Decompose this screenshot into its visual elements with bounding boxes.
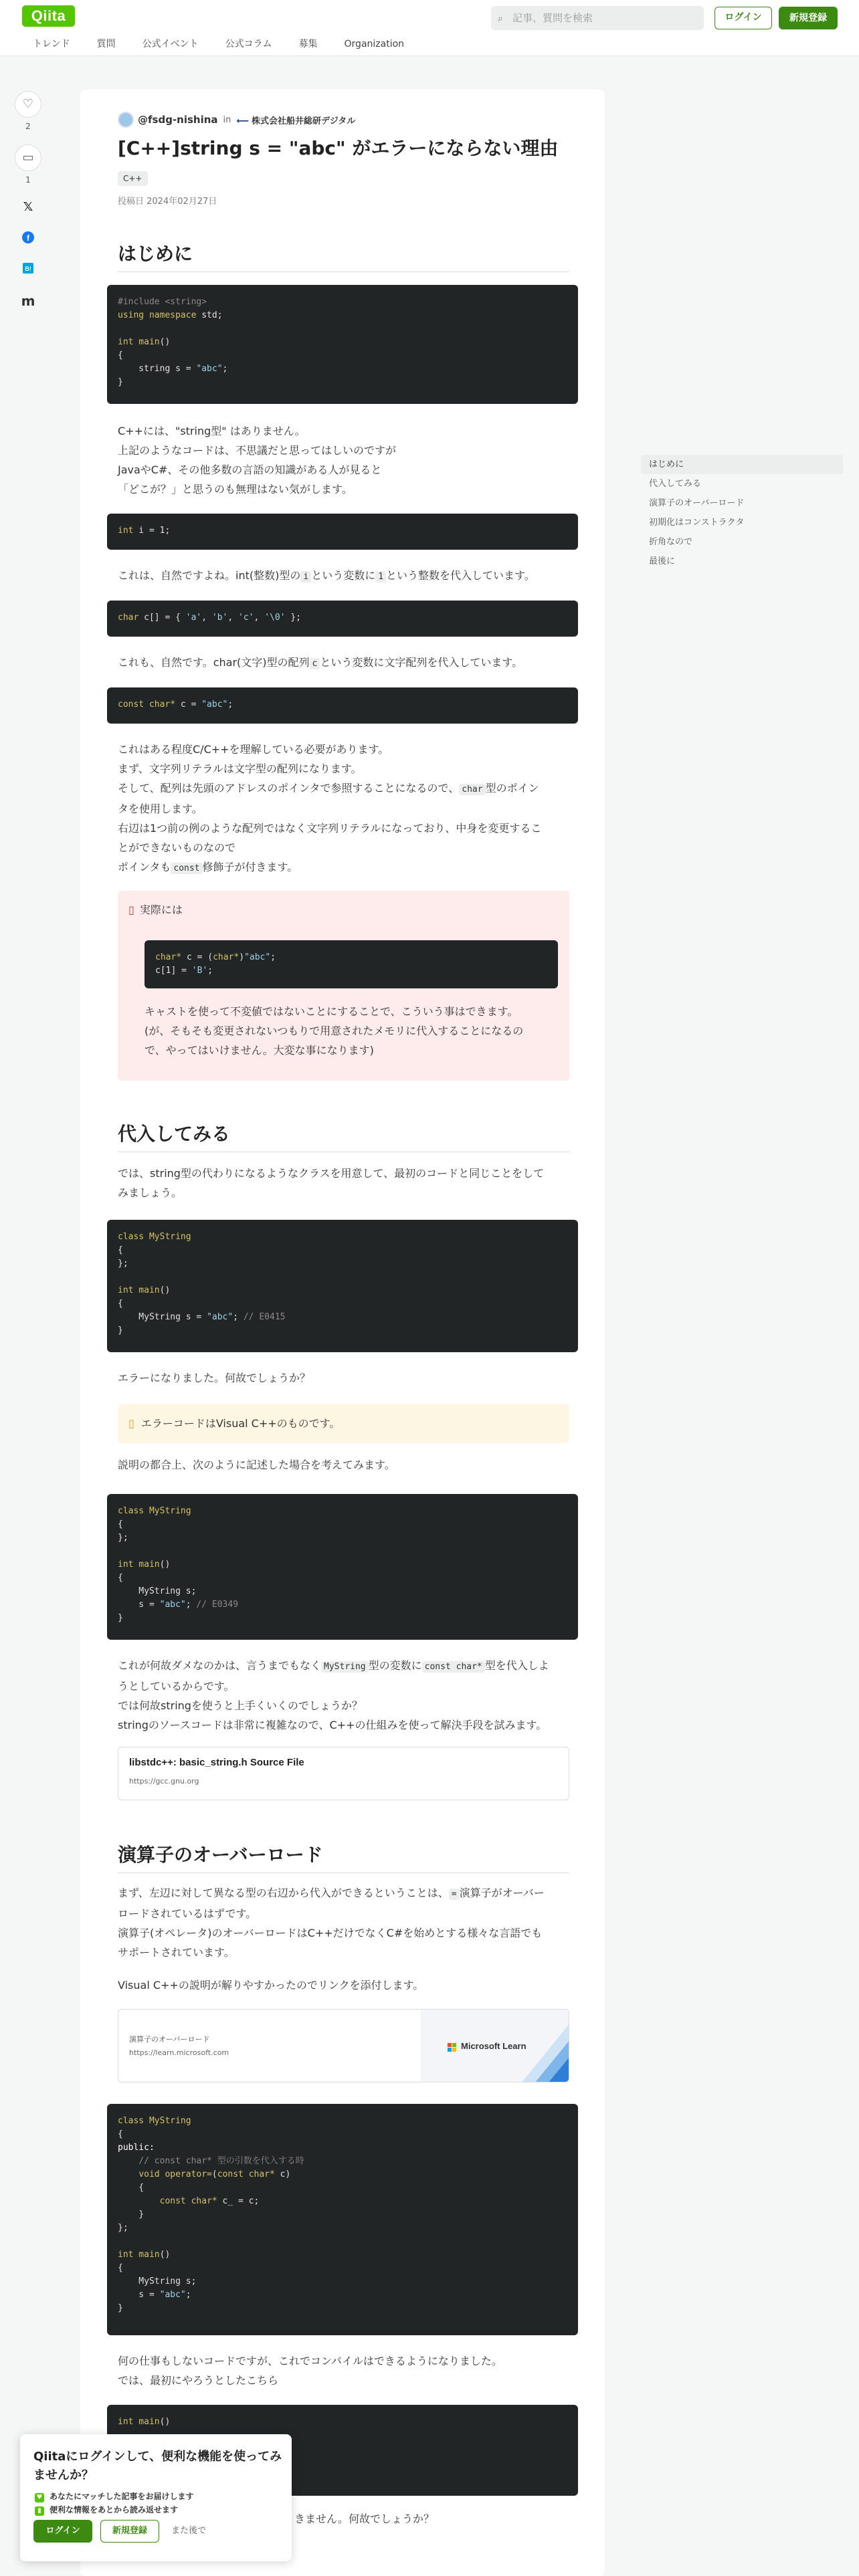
alert-title-text: 実際には	[139, 903, 183, 916]
nav-recruit[interactable]: 募集	[298, 39, 318, 49]
nav-questions[interactable]: 質問	[96, 39, 116, 49]
check-icon: ♥	[35, 2493, 44, 2502]
p8-line-4: stringのソースコードは非常に複雑なので、C++の仕組みを使って解決手段を試みます。	[118, 1719, 547, 1731]
x-share-icon[interactable]: 𝕏	[23, 200, 33, 214]
toc-item-bonus[interactable]: 折角なので	[649, 537, 693, 547]
stock-button[interactable]	[15, 144, 41, 171]
p4-line-4: 右辺は1つ前の例のような配列ではなく文字列リテラルになっており、中身を変更するこ	[118, 822, 542, 835]
code-block-5: class MyString { }; int main() { MyString s = "abc"; // E0415 }	[107, 1220, 578, 1352]
p9-line-3: 演算子(オペレータ)のオーバーロードはC++だけでなくC#を始めとする様々な言語でも	[118, 1927, 543, 1939]
popup-benefit-1-text: あなたにマッチした記事をお届けします	[50, 2492, 194, 2501]
note-box	[118, 1404, 569, 1443]
alert-paragraph	[145, 1002, 559, 1060]
p4-line-3b: 型のポイン	[485, 782, 539, 794]
p9-line-1b: 演算子がオーバー	[459, 1887, 545, 1899]
qiita-logo[interactable]: Qiita	[22, 5, 75, 27]
code-block-8: int main()	[107, 2405, 578, 2496]
paragraph-11	[118, 2351, 569, 2390]
alert-box	[118, 891, 569, 1081]
paragraph-4	[118, 740, 569, 878]
alert-title	[128, 901, 183, 917]
paragraph-9	[118, 1883, 569, 1962]
toc-item-final[interactable]: 最後に	[649, 556, 676, 566]
organization-name[interactable]	[236, 114, 355, 126]
login-button[interactable]: ログイン	[714, 7, 772, 29]
p5-line-2: みましょう。	[118, 1186, 183, 1199]
p4-code-char: char	[459, 784, 485, 795]
p2-code-2: 1	[375, 571, 386, 582]
link-card-url: https://gcc.gnu.org	[129, 1777, 199, 1786]
p8-line-1c: 型を代入しよ	[484, 1659, 549, 1672]
p8-line-1	[118, 1656, 569, 1677]
code-block-1: #include <string> using namespace std; int main() { string s = "abc"; }	[107, 285, 578, 404]
tag-cpp[interactable]: C++	[118, 171, 148, 186]
popup-benefit-2	[35, 2504, 178, 2516]
heading-assign: 代入してみる	[118, 1121, 569, 1152]
stock-action	[15, 144, 41, 185]
search-icon: ⌕	[498, 13, 503, 24]
login-prompt-popup	[20, 2434, 292, 2561]
like-action	[15, 91, 41, 131]
p4-line-6b: 修飾子が付きます。	[202, 861, 298, 873]
svg-text:f: f	[27, 233, 29, 243]
author-in: in	[223, 114, 231, 125]
toc-item-constructor[interactable]: 初期化はコンストラクタ	[649, 518, 745, 528]
alert-icon: ▯	[128, 903, 134, 916]
alert-line-1: キャストを使って不変値ではないことにすることで、こういう事はできます。	[145, 1005, 518, 1018]
p9-line-1a: まず、左辺に対して異なる型の右辺から代入ができるということは、	[118, 1887, 449, 1899]
p1-line-3: JavaやC#、その他多数の言語の知識がある人が見ると	[118, 463, 382, 476]
p3-code: c	[310, 658, 320, 669]
p9-line-4: サポートされています。	[118, 1946, 235, 1959]
microsoft-learn-thumbnail	[421, 2010, 569, 2082]
alert-code-block: char* c = (char*)"abc"; c[1] = 'B';	[145, 940, 558, 988]
p4-line-6a: ポインタも	[118, 861, 171, 873]
post-date: 投稿日 2024年02月27日	[118, 197, 217, 207]
code-block-7: class MyString { public: // const char* 型の引数を代入する時 void operator=(const char* c) { const char* c_ = c; } }; int main() { MyString s; s = "abc"; }	[107, 2104, 578, 2335]
p4-line-2: まず、文字列リテラルは文字型の配列になります。	[118, 762, 362, 775]
nav-columns[interactable]: 公式コラム	[225, 39, 272, 49]
paragraph-3	[118, 653, 569, 673]
p9-line-1	[118, 1883, 569, 1904]
heading-intro: はじめに	[118, 241, 569, 272]
org-logo-icon: ⟵	[236, 116, 250, 126]
p1-line-2: 上記のようなコードは、不思議だと思ってはしいのですが	[118, 444, 397, 457]
popup-signup-button[interactable]: 新規登録	[100, 2520, 159, 2543]
p4-line-6	[118, 857, 569, 878]
popup-title: Qiitaにログインして、便利な機能を使ってみませんか？	[33, 2450, 282, 2482]
like-count: 2	[25, 122, 31, 131]
p4-line-3c: タを使用します。	[118, 802, 203, 815]
p2-code-1: i	[300, 571, 311, 582]
note-text: エラーコードはVisual C++のものです。	[140, 1417, 341, 1430]
p8-line-2: うとしているからです。	[118, 1680, 235, 1693]
paragraph-6: エラーになりました。何故でしょうか？	[118, 1372, 311, 1384]
p2-mid: という変数に	[311, 569, 376, 582]
signup-button[interactable]: 新規登録	[779, 7, 838, 29]
p8-line-1a: これが何故ダメなのかは、言うまでもなく	[118, 1659, 322, 1672]
paragraph-5	[118, 1164, 569, 1202]
table-of-contents	[641, 455, 843, 571]
site-header	[0, 0, 859, 56]
toc-item-intro[interactable]: はじめに	[641, 455, 843, 474]
facebook-share-icon[interactable]	[20, 231, 36, 247]
p9-code-eq: =	[449, 1889, 460, 1900]
p1-line-4: 「どこが？」と思うのも無理はない気がします。	[118, 483, 353, 496]
info-icon: ▯	[128, 1417, 134, 1430]
p4-line-3	[118, 778, 569, 799]
code-block-3: char c[] = { 'a', 'b', 'c', '\0' };	[107, 601, 578, 637]
paragraph-12: きません。何故でしょうか？	[294, 2512, 434, 2525]
p11-line-1: 何の仕事もしないコードですが、これでコンパイルはできるようになりました。	[118, 2355, 502, 2367]
popup-later-button[interactable]: また後で	[171, 2526, 207, 2536]
paragraph-10: Visual C++の説明が解りやすかったのでリンクを添付します。	[118, 1979, 424, 1992]
article-title: [C++]string s = "abc" がエラーにならない理由	[118, 137, 559, 159]
nav-organization[interactable]: Organization	[344, 39, 405, 49]
paragraph-7: 説明の都合上、次のように記述した場合を考えてみます。	[118, 1459, 395, 1471]
p4-line-1: これはある程度C/C++を理解している必要があります。	[118, 743, 389, 756]
p2-pre: これは、自然ですよね。int(整数)型の	[118, 569, 301, 582]
search-placeholder: 記事、質問を検索	[512, 12, 593, 24]
p2-post: という整数を代入しています。	[386, 569, 535, 582]
nav-trend[interactable]: トレンド	[33, 39, 70, 49]
search-input[interactable]	[491, 6, 704, 30]
p8-code-constchar: const char*	[422, 1661, 485, 1673]
code-block-4: const char* c = "abc";	[107, 687, 578, 724]
code-block-6: class MyString { }; int main() { MyString s; s = "abc"; // E0349 }	[107, 1494, 578, 1640]
toc-item-assign[interactable]: 代入してみる	[649, 479, 702, 489]
main-nav	[33, 36, 431, 52]
nav-events[interactable]: 公式イベント	[142, 39, 199, 49]
p1-line-1: C++には、"string型" はありません。	[118, 425, 306, 437]
hatena-share-icon[interactable]	[20, 262, 36, 278]
link-card-libstdcpp[interactable]	[118, 1747, 569, 1800]
microsoft-learn-brand: Microsoft Learn	[461, 2041, 527, 2051]
p11-line-2: では、最初にやろうとしたこちら	[118, 2374, 279, 2387]
popup-benefit-1	[35, 2490, 194, 2502]
org-label: 株式会社船井総研デジタル	[252, 116, 356, 126]
p3-pre: これも、自然です。char(文字)型の配列	[118, 656, 310, 669]
author-line	[118, 112, 355, 128]
p9-line-2: ロードされているはずです。	[118, 1907, 257, 1920]
author-name[interactable]: @fsdg-nishina	[138, 114, 218, 126]
p8-line-1b: 型の変数に	[368, 1659, 422, 1672]
p5-line-1: では、string型の代わりになるようなクラスを用意して、最初のコードと同じことをして	[118, 1167, 545, 1180]
p4-code-const: const	[171, 863, 202, 874]
heading-operator-overload: 演算子のオーバーロード	[118, 1842, 569, 1873]
p4-line-5: とができないものなので	[118, 841, 236, 854]
p8-line-3: では何故stringを使うと上手くいくのでしょうか？	[118, 1699, 363, 1712]
stock-count: 1	[25, 175, 31, 185]
p3-post: という変数に文字配列を代入しています。	[320, 656, 523, 669]
svg-text:B!: B!	[25, 265, 31, 272]
code-block-2: int i = 1;	[107, 514, 578, 550]
paragraph-1	[118, 421, 569, 499]
avatar[interactable]	[118, 112, 134, 128]
check-icon: ▮	[35, 2506, 44, 2516]
paragraph-2	[118, 566, 569, 586]
alert-line-2: (が、そもそも変更されないつもりで用意されたメモリに代入することになるの	[145, 1025, 524, 1037]
heart-icon: ♡	[22, 97, 34, 111]
article-card	[80, 90, 605, 2576]
popup-benefit-2-text: 便利な情報をあとから読み返せます	[50, 2505, 179, 2514]
link-card-microsoft[interactable]	[118, 2009, 569, 2082]
p4-line-3a: そして、配列は先頭のアドレスのポインタで参照することになるので、	[118, 782, 460, 794]
alert-line-3: で、やってはいけません。大変な事になります)	[145, 1044, 374, 1057]
link-card-title: libstdc++: basic_string.h Source File	[129, 1757, 304, 1768]
misskey-share-icon[interactable]: m	[21, 293, 35, 309]
toc-item-operator[interactable]: 演算子のオーバーロード	[649, 498, 745, 508]
p8-code-mystring: MyString	[321, 1661, 369, 1673]
link-card-2-url: https://learn.microsoft.com	[129, 2048, 229, 2057]
folder-icon: ▭	[22, 150, 34, 165]
like-button[interactable]	[15, 91, 41, 118]
link-card-2-title: 演算子のオーバーロード	[129, 2036, 210, 2044]
paragraph-8	[118, 1656, 569, 1735]
popup-login-button[interactable]: ログイン	[33, 2520, 92, 2543]
